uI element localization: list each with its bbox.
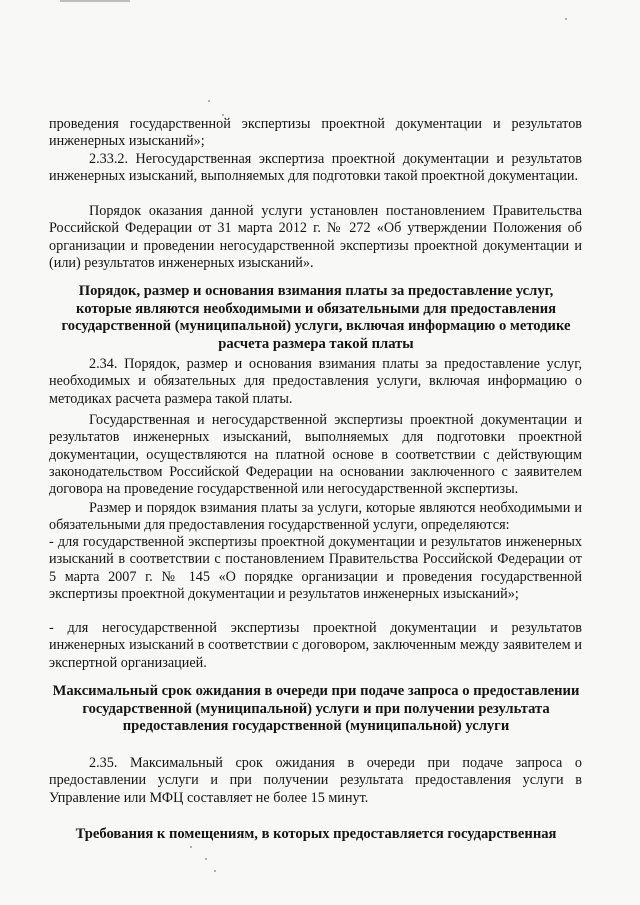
- paragraph-2-block: [49, 151, 582, 186]
- paragraph-5: Государственная и негосударственной экспертизы проектной документации и результатов инженерных изысканий, выполняемых для подготовки проектной документации, осуществляются на платной основе в соответствии с действующим законодательством Российской Федерации на основании заключенного с заявителем договора на проведение государственной или негосударственной экспертизы.: [49, 412, 582, 498]
- heading-1-block: [60, 283, 572, 353]
- section-heading-premises: Требования к помещениям, в которых предоставляется государственная: [75, 826, 557, 842]
- paragraph-4-block: [49, 356, 582, 408]
- scan-artifact: [60, 0, 130, 2]
- scan-speck: [205, 858, 207, 860]
- paragraph-3-block: [49, 203, 582, 272]
- paragraph-7-block: [49, 534, 582, 603]
- scan-speck: [214, 870, 216, 872]
- section-heading-queue: Максимальный срок ожидания в очереди при подаче запроса о предоставлении государственной (муниципальной) услуги и при получении результата предоставления государственной (муниципальной) услуги: [52, 683, 580, 735]
- scan-speck: [208, 100, 210, 102]
- heading-3-block: [60, 826, 572, 844]
- paragraph-continuation: [49, 116, 582, 151]
- paragraph-9-block: [49, 755, 582, 807]
- paragraph-2: 2.33.2. Негосударственная экспертиза проектной документации и результатов инженерных изысканий, выполняемых для подготовки такой проектной документации.: [49, 151, 582, 185]
- paragraph-1: проведения государственной экспертизы проектной документации и результатов инженерных изысканий»;: [49, 116, 582, 150]
- paragraph-7: - для государственной экспертизы проектной документации и результатов инженерных изысканий в соответствии с постановлением Правительства Российской Федерации от 5 марта 2007 г. № 145 «О порядке организации и проведения государственной экспертизы проектной документации и результатов инженерных изысканий»;: [49, 534, 582, 602]
- paragraph-8: - для негосударственной экспертизы проектной документации и результатов инженерных изысканий в соответствии с договором, заключенным между заявителем и экспертной организацией.: [49, 620, 582, 671]
- paragraph-6-block: [49, 500, 582, 535]
- paragraph-3: Порядок оказания данной услуги установлен постановлением Правительства Российской Федерации от 31 марта 2012 г. № 272 «Об утверждении Положения об организации и проведении негосударственной экспертизы проектной документации и (или) результатов инженерных изысканий».: [49, 203, 582, 271]
- scan-speck: [190, 846, 192, 848]
- scan-speck: [565, 18, 567, 20]
- paragraph-8-block: [49, 620, 582, 672]
- paragraph-5-block: [49, 412, 582, 498]
- section-heading-fees: Порядок, размер и основания взимания платы за предоставление услуг, которые являются необходимыми и обязательными для предоставления государственной (муниципальной) услуги, включая информацию о методике расчета размера такой платы: [61, 283, 571, 352]
- paragraph-9: 2.35. Максимальный срок ожидания в очереди при подаче запроса о предоставлении услуги и при получении результата предоставления услуги в Управление или МФЦ составляет не более 15 минут.: [49, 755, 582, 806]
- paragraph-6: Размер и порядок взимания платы за услуги, которые являются необходимыми и обязательными для предоставления государственной услуги, определяются:: [49, 500, 582, 534]
- paragraph-4: 2.34. Порядок, размер и основания взимания платы за предоставление услуг, необходимых и обязательных для предоставления услуги, включая информацию о методиках расчета размера такой платы.: [49, 356, 582, 407]
- heading-2-block: [52, 683, 580, 736]
